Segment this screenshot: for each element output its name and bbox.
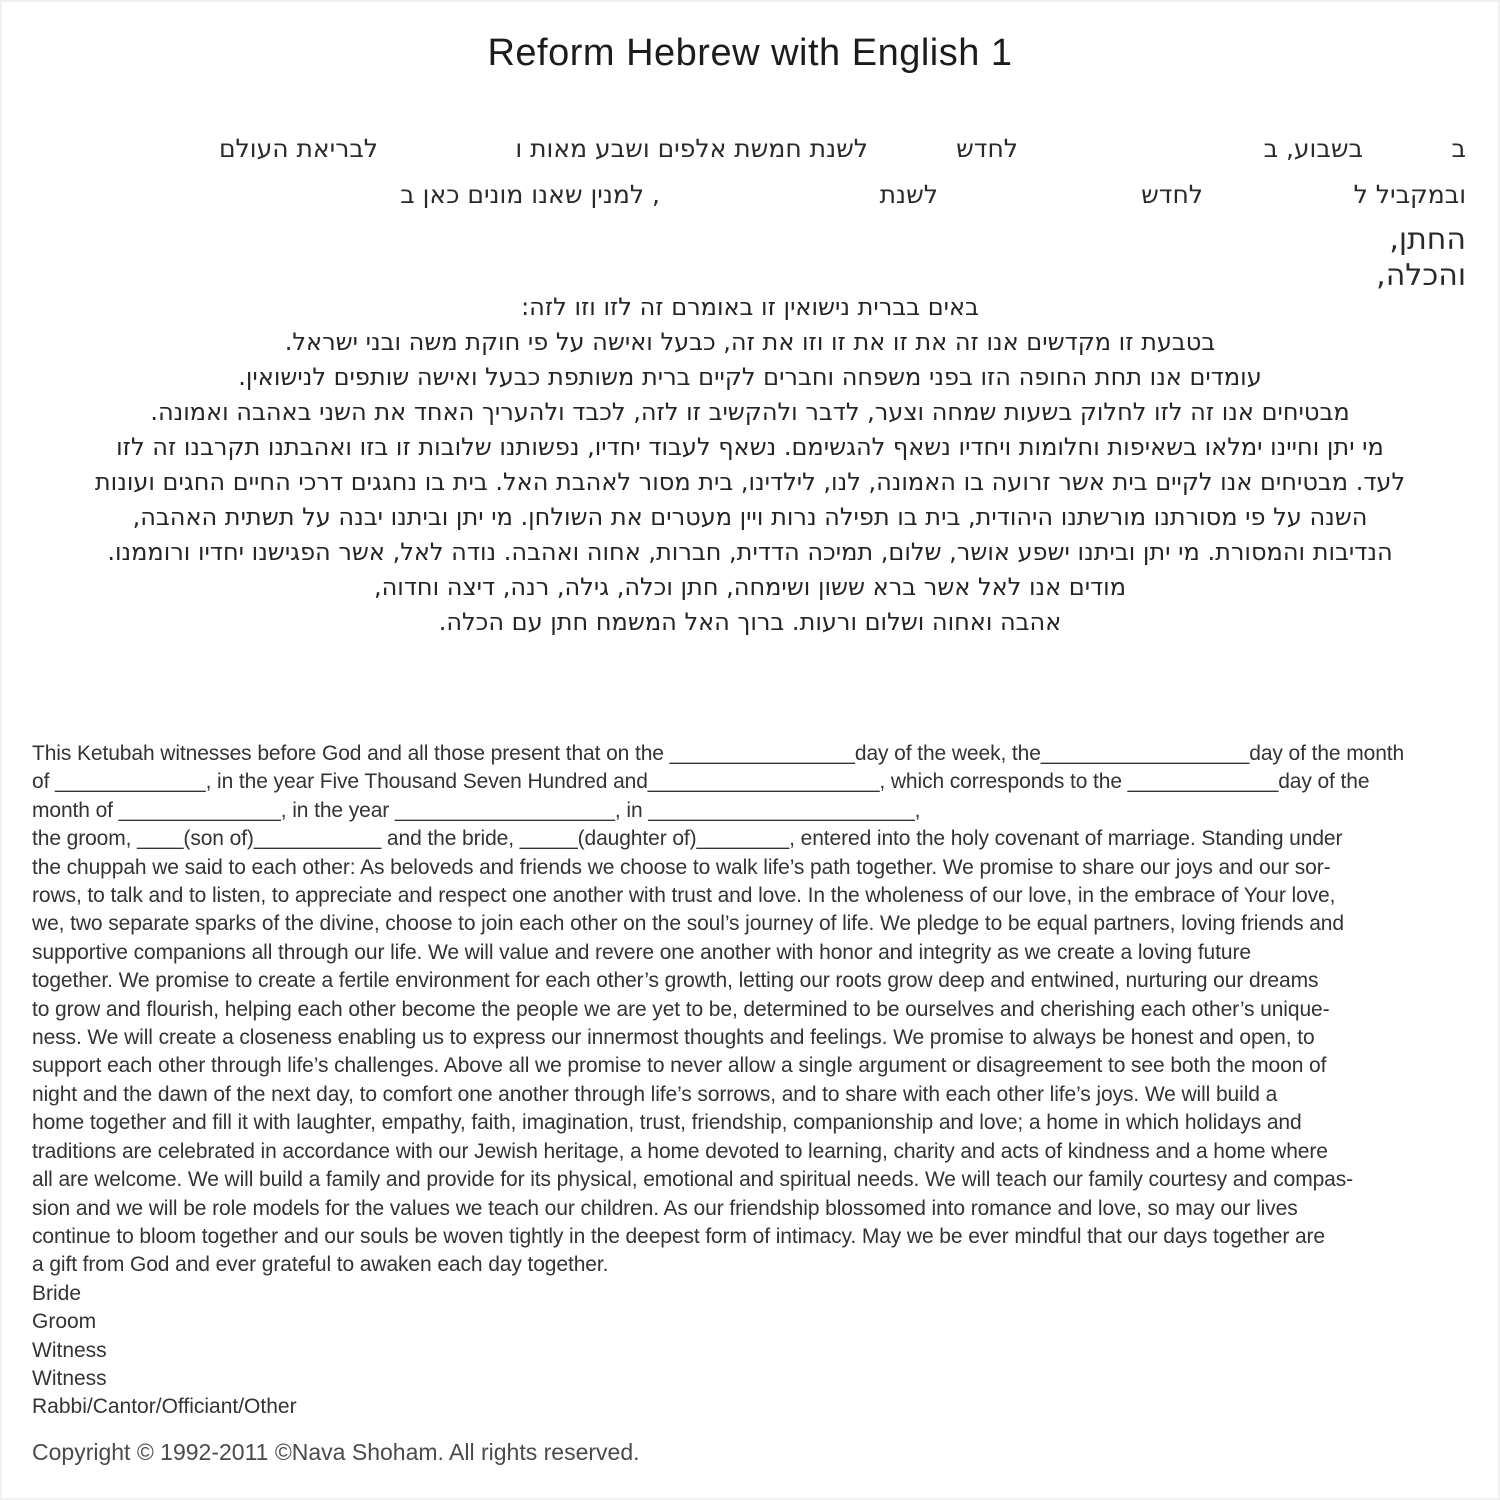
hebrew-date-line1-seg1: ב bbox=[1451, 134, 1466, 163]
copyright-notice: Copyright © 1992-2011 ©Nava Shoham. All rights reserved. bbox=[32, 1439, 640, 1465]
english-body-line: traditions are celebrated in accordance with our Jewish heritage, a home devoted to learning, charity and acts of kindness and a home where bbox=[32, 1139, 1328, 1163]
hebrew-body-line: מודים אנו לאל אשר ברא ששון ושימחה, חתן וכלה, גילה, רנה, דיצה וחדוה, bbox=[373, 573, 1127, 601]
hebrew-body-line: עומדים אנו תחת החופה הזו בפני משפחה וחברים לקיים ברית משותפת כבעל ואישה שותפים לנישואין. bbox=[238, 363, 1262, 391]
signature-label: Rabbi/Cantor/Officiant/Other bbox=[32, 1395, 297, 1419]
signature-label: Groom bbox=[32, 1310, 97, 1334]
signature-block bbox=[32, 1280, 1470, 1422]
hebrew-body-line: לעד. מבטיחים אנו לקיים בית אשר זרועה בו האמונה, לנו, לילדינו, בית מסור לאהבת האל. בית בו נחגגים דרכי החיים החגים ועונות bbox=[94, 468, 1406, 496]
hebrew-date-line1-seg3: לחדש bbox=[956, 134, 1018, 163]
english-body-line: the groom, ____(son of)___________ and the bride, _____(daughter of)________, entered into the holy covenant of marriage. Standing under bbox=[32, 827, 1343, 851]
english-body-line: month of ______________, in the year ___________________, in _______________________, bbox=[32, 798, 921, 822]
english-paragraph bbox=[32, 740, 1470, 1280]
english-body-line: home together and fill it with laughter, empathy, faith, imagination, trust, friendship, companionship and love; a home in which holidays and bbox=[32, 1111, 1302, 1135]
page-title: Reform Hebrew with English 1 bbox=[487, 32, 1013, 74]
english-body-line: we, two separate sparks of the divine, choose to join each other on the soul’s journey of life. We pledge to be equal partners, loving friends and bbox=[32, 912, 1344, 936]
english-body-line: night and the dawn of the next day, to comfort one another through life’s sorrows, and to share with each other life’s joys. We will build a bbox=[32, 1082, 1278, 1106]
hebrew-date-line2-seg2: לחדש bbox=[1141, 180, 1203, 209]
english-body-line: a gift from God and ever grateful to awaken each day together. bbox=[32, 1253, 609, 1277]
signature-label: Bride bbox=[32, 1281, 82, 1305]
hebrew-body-line: בטבעת זו מקדשים אנו זה את זו את זו וזו את זה, כבעל ואישה על פי חוקת משה ובני ישראל. bbox=[284, 328, 1216, 356]
hebrew-body-line: מבטיחים אנו זה לזו לחלוק בשעות שמחה וצער, לדבר ולהקשיב זו לזה, לכבד ולהעריך האחד את השני באהבה ואמונה. bbox=[150, 398, 1350, 426]
hebrew-date-line2-seg3: לשנת bbox=[879, 180, 938, 209]
hebrew-body-line: אהבה ואחוה ושלום ורעות. ברוך האל המשמח חתן עם הכלה. bbox=[438, 608, 1062, 636]
hebrew-groom-label: החתן, bbox=[1389, 222, 1466, 257]
english-body-line: together. We promise to create a fertile environment for each other’s growth, letting our roots grow deep and entwined, nurturing our dreams bbox=[32, 969, 1319, 993]
hebrew-date-line1-seg2: בשבוע, ב bbox=[1263, 134, 1363, 163]
hebrew-text-block bbox=[42, 290, 1458, 640]
hebrew-date-section bbox=[32, 134, 1466, 304]
signature-label: Witness bbox=[32, 1366, 107, 1390]
english-body-line: supportive companions all through our life. We will value and revere one another with honor and integrity as we create a loving future bbox=[32, 940, 1251, 964]
hebrew-body-line: הנדיבות והמסורת. מי יתן וביתנו ישפע אושר, שלום, תמיכה הדדית, חברות, אחוה ואהבה. נודה לאל, אשר הפגישנו יחדיו ורוממנו. bbox=[107, 538, 1393, 566]
english-body-line: to grow and flourish, helping each other become the people we are yet to be, determined to be ourselves and cherishing each other’s unique- bbox=[32, 997, 1330, 1021]
english-text-block bbox=[32, 740, 1470, 1422]
hebrew-date-line2-seg4: , למנין שאנו מונים כאן ב bbox=[400, 180, 660, 209]
english-body-line: ness. We will create a closeness enabling us to express our innermost thoughts and feelings. We promise to always be honest and open, to bbox=[32, 1026, 1315, 1050]
hebrew-body-line: באים בברית נישואין זו באומרם זה לזו וזו לזה: bbox=[521, 293, 979, 321]
hebrew-bride-label: והכלה, bbox=[1376, 258, 1466, 293]
hebrew-date-line1-seg5: לבריאת העולם bbox=[218, 134, 378, 163]
english-body-line: of _____________, in the year Five Thousand Seven Hundred and____________________, which corresponds to the _____________day of the bbox=[32, 770, 1370, 794]
english-body-line: This Ketubah witnesses before God and all those present that on the ________________day of the week, the__________________day of the month bbox=[32, 742, 1405, 765]
hebrew-body-line: מי יתן וחיינו ימלאו בשאיפות וחלומות ויחדיו נשאף להגשימם. נשאף לעבוד יחדיו, נפשותנו שלובות זו בזו ואהבתנו תקרבנו זה לזו bbox=[116, 433, 1384, 461]
hebrew-body-line: השנה על פי מסורתנו מורשתנו היהודית, בית בו תפילה נרות ויין מעטרים את השולחן. מי יתן וביתנו יבנה על תשתית האהבה, bbox=[132, 503, 1368, 531]
hebrew-date-line1-seg4: לשנת חמשת אלפים ושבע מאות ו bbox=[515, 134, 868, 163]
english-body-line: all are welcome. We will build a family and provide for its physical, emotional and spiritual needs. We will teach our family courtesy and compas- bbox=[32, 1168, 1354, 1192]
english-body-line: support each other through life’s challenges. Above all we promise to never allow a single argument or disagreement to see both the moon of bbox=[32, 1054, 1327, 1078]
english-body-line: continue to bloom together and our souls be woven tightly in the deepest form of intimacy. May we be ever mindful that our days together are bbox=[32, 1224, 1326, 1248]
english-body-line: rows, to talk and to listen, to appreciate and respect one another with trust and love. In the wholeness of our love, in the embrace of Your love, bbox=[32, 884, 1336, 908]
signature-label: Witness bbox=[32, 1338, 107, 1362]
hebrew-date-line2-seg1: ובמקביל ל bbox=[1353, 180, 1466, 209]
english-body-line: the chuppah we said to each other: As beloveds and friends we choose to walk life’s path together. We promise to share our joys and our sor- bbox=[32, 855, 1331, 879]
english-body-line: sion and we will be role models for the values we teach our children. As our friendship blossomed into romance and love, so may our lives bbox=[32, 1196, 1298, 1220]
